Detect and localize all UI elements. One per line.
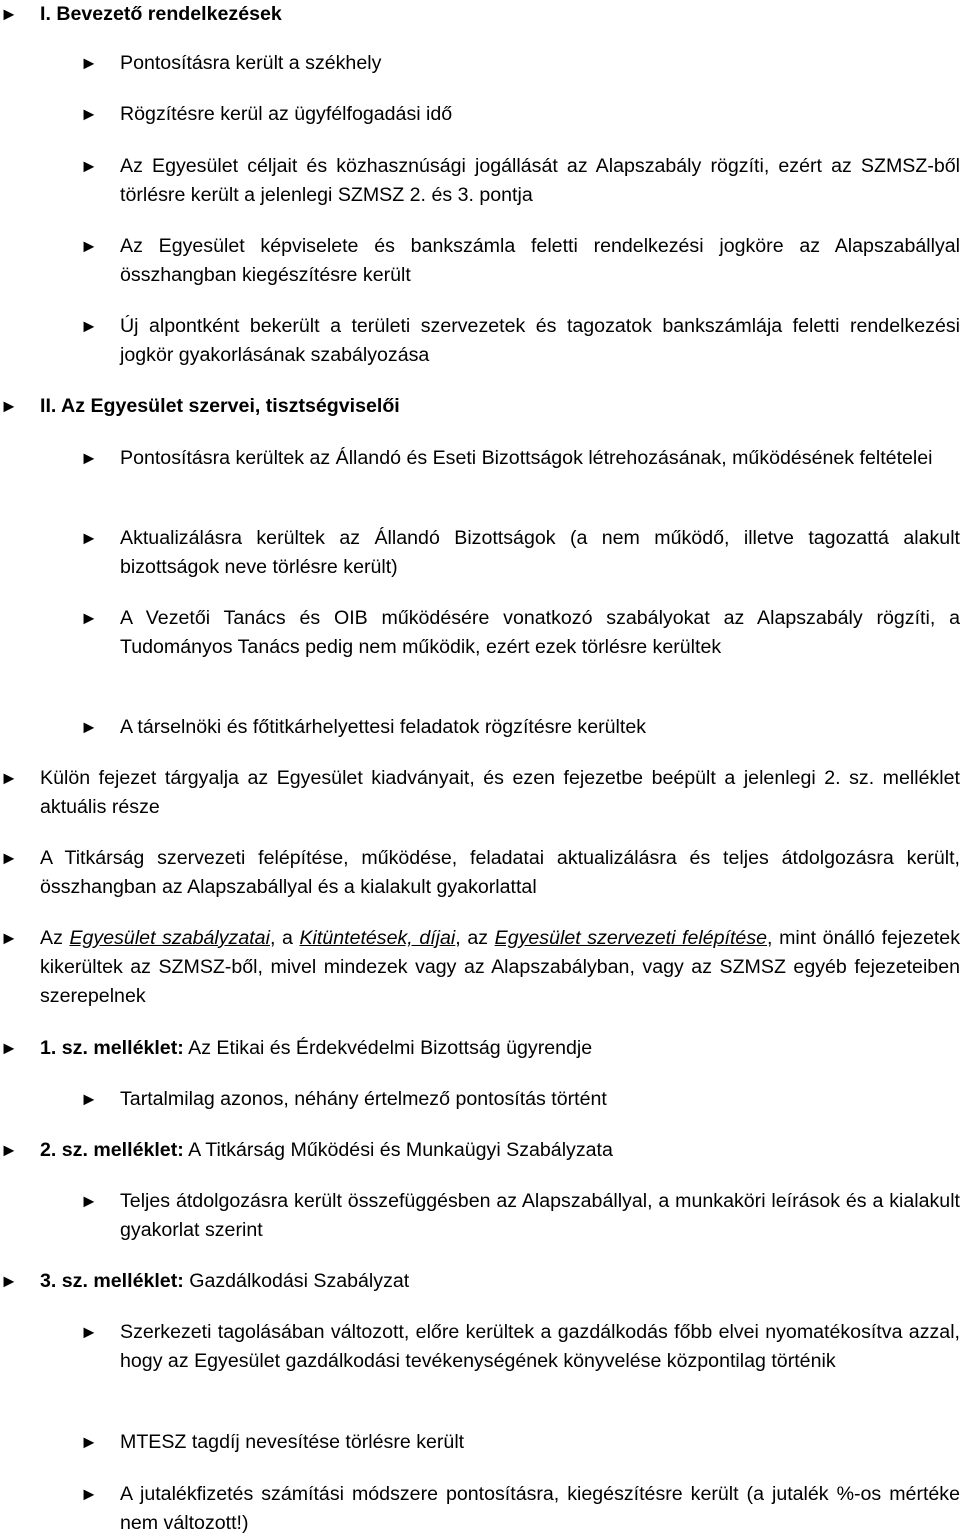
list-item bbox=[0, 844, 960, 902]
bullet-arrow-icon: ► bbox=[80, 53, 98, 73]
bold-label: 2. sz. melléklet: bbox=[40, 1139, 184, 1161]
list-item bbox=[0, 764, 960, 822]
text-run: A jutalékfizetés számítási módszere pontosításra, kiegészítésre került (a jutalék %-os mértéke nem változott!) bbox=[120, 1483, 960, 1534]
underlined-term: Egyesület szervezeti felépítése bbox=[494, 927, 768, 949]
bullet-arrow-icon: ► bbox=[80, 156, 98, 176]
item-text bbox=[40, 924, 960, 1011]
bullet-arrow-icon: ► bbox=[80, 316, 98, 336]
list-item bbox=[80, 1085, 960, 1114]
item-text bbox=[120, 49, 960, 78]
section-heading bbox=[0, 392, 960, 421]
text-run: Rögzítésre kerül az ügyfélfogadási idő bbox=[120, 103, 453, 125]
heading-text bbox=[40, 0, 960, 29]
bold-label: 1. sz. melléklet: bbox=[40, 1037, 184, 1059]
item-text bbox=[120, 1318, 960, 1376]
list-item bbox=[80, 524, 960, 582]
item-text bbox=[40, 1034, 960, 1063]
text-run: II. Az Egyesület szervei, tisztségviselői bbox=[40, 395, 400, 417]
list-item bbox=[80, 49, 960, 78]
item-text bbox=[120, 232, 960, 290]
item-text bbox=[120, 713, 960, 742]
bullet-arrow-icon: ► bbox=[0, 396, 18, 416]
item-text bbox=[120, 100, 960, 129]
item-text bbox=[40, 844, 960, 902]
list-item bbox=[80, 1318, 960, 1376]
list-item bbox=[0, 1267, 960, 1296]
bullet-arrow-icon: ► bbox=[80, 448, 98, 468]
list-item bbox=[80, 1480, 960, 1538]
item-text bbox=[120, 1480, 960, 1538]
text-run: MTESZ tagdíj nevesítése törlésre került bbox=[120, 1431, 465, 1453]
item-text bbox=[120, 152, 960, 210]
text-run: A Titkárság szervezeti felépítése, működése, feladatai aktualizálásra és teljes átdolgozásra került, összhangban az Alapszabállyal és a kialakult gyakorlattal bbox=[40, 847, 960, 898]
bullet-arrow-icon: ► bbox=[80, 236, 98, 256]
bullet-arrow-icon: ► bbox=[80, 104, 98, 124]
text-run: , a bbox=[269, 927, 300, 949]
text-run: Aktualizálásra kerültek az Állandó Bizottságok (a nem működő, illetve tagozattá alakult bizottságok neve törlésre került) bbox=[120, 527, 960, 578]
text-run: , az bbox=[455, 927, 495, 949]
list-item bbox=[80, 444, 960, 473]
text-run: Gazdálkodási Szabályzat bbox=[183, 1270, 410, 1292]
item-text bbox=[40, 764, 960, 822]
list-item bbox=[80, 604, 960, 662]
list-item bbox=[80, 713, 960, 742]
section-heading bbox=[0, 0, 960, 29]
item-text bbox=[120, 1085, 960, 1114]
bullet-arrow-icon: ► bbox=[80, 1322, 98, 1342]
item-text bbox=[120, 604, 960, 662]
item-text bbox=[120, 524, 960, 582]
list-item bbox=[80, 1428, 960, 1457]
item-text bbox=[120, 444, 960, 473]
bold-label: 3. sz. melléklet: bbox=[40, 1270, 184, 1292]
text-run: A Titkárság Működési és Munkaügyi Szabályzata bbox=[183, 1139, 613, 1161]
text-run: Új alpontként bekerült a területi szervezetek és tagozatok bankszámlája feletti rendelkezési jogkör gyakorlásának szabályozása bbox=[120, 315, 960, 366]
heading-text bbox=[40, 392, 960, 421]
bullet-arrow-icon: ► bbox=[0, 928, 18, 948]
list-item bbox=[0, 1034, 960, 1063]
underlined-term: Kitüntetések, díjai bbox=[299, 927, 456, 949]
text-run: I. Bevezető rendelkezések bbox=[40, 3, 282, 25]
text-run: Az Etikai és Érdekvédelmi Bizottság ügyrendje bbox=[183, 1037, 593, 1059]
list-item bbox=[80, 312, 960, 370]
bullet-arrow-icon: ► bbox=[0, 768, 18, 788]
text-run: Külön fejezet tárgyalja az Egyesület kiadványait, és ezen fejezetbe beépült a jelenlegi 2. sz. melléklet aktuális része bbox=[40, 767, 960, 818]
text-run: Pontosításra kerültek az Állandó és Eseti Bizottságok létrehozásának, működésének feltételei bbox=[120, 447, 933, 469]
bullet-arrow-icon: ► bbox=[80, 1484, 98, 1504]
bullet-arrow-icon: ► bbox=[80, 608, 98, 628]
text-run: A társelnöki és főtitkárhelyettesi feladatok rögzítésre kerültek bbox=[120, 716, 647, 738]
item-text bbox=[40, 1136, 960, 1165]
text-run: Az Egyesület céljait és közhasznúsági jogállását az Alapszabály rögzíti, ezért az SZMSZ-ből törlésre került a jelenlegi SZMSZ 2. és 3. pontja bbox=[120, 155, 960, 206]
item-text bbox=[120, 312, 960, 370]
text-run: Tartalmilag azonos, néhány értelmező pontosítás történt bbox=[120, 1088, 607, 1110]
item-text bbox=[120, 1187, 960, 1245]
text-run: , mint önálló fejezetek kikerültek az SZMSZ-ből, mivel mindezek vagy az Alapszabályban, vagy az SZMSZ egyéb fejezeteiben szerepelnek bbox=[40, 927, 960, 1007]
list-item bbox=[0, 1136, 960, 1165]
bullet-arrow-icon: ► bbox=[0, 848, 18, 868]
bullet-arrow-icon: ► bbox=[80, 717, 98, 737]
bullet-arrow-icon: ► bbox=[0, 1271, 18, 1291]
text-run: Az bbox=[40, 927, 70, 949]
text-run: A Vezetői Tanács és OIB működésére vonatkozó szabályokat az Alapszabály rögzíti, a Tudományos Tanács pedig nem működik, ezért ezek törlésre kerültek bbox=[120, 607, 960, 658]
list-item bbox=[80, 1187, 960, 1245]
bullet-arrow-icon: ► bbox=[0, 1140, 18, 1160]
text-run: Pontosításra került a székhely bbox=[120, 52, 382, 74]
bullet-arrow-icon: ► bbox=[80, 528, 98, 548]
list-item bbox=[80, 100, 960, 129]
item-text bbox=[120, 1428, 960, 1457]
text-run: Az Egyesület képviselete és bankszámla feletti rendelkezési jogköre az Alapszabállyal összhangban kiegészítésre került bbox=[120, 235, 960, 286]
list-item bbox=[80, 152, 960, 210]
underlined-term: Egyesület szabályzatai bbox=[69, 927, 270, 949]
text-run: Teljes átdolgozásra került összefüggésben az Alapszabállyal, a munkaköri leírások és a kialakult gyakorlat szerint bbox=[120, 1190, 960, 1241]
bullet-arrow-icon: ► bbox=[0, 4, 18, 24]
item-text bbox=[40, 1267, 960, 1296]
list-item bbox=[0, 924, 960, 1011]
text-run: Szerkezeti tagolásában változott, előre kerültek a gazdálkodás főbb elvei nyomatékosítva azzal, hogy az Egyesület gazdálkodási tevékenységének könyvelése központilag történik bbox=[120, 1321, 960, 1372]
list-item bbox=[80, 232, 960, 290]
bullet-arrow-icon: ► bbox=[80, 1089, 98, 1109]
bullet-arrow-icon: ► bbox=[0, 1038, 18, 1058]
bullet-arrow-icon: ► bbox=[80, 1432, 98, 1452]
bullet-arrow-icon: ► bbox=[80, 1191, 98, 1211]
